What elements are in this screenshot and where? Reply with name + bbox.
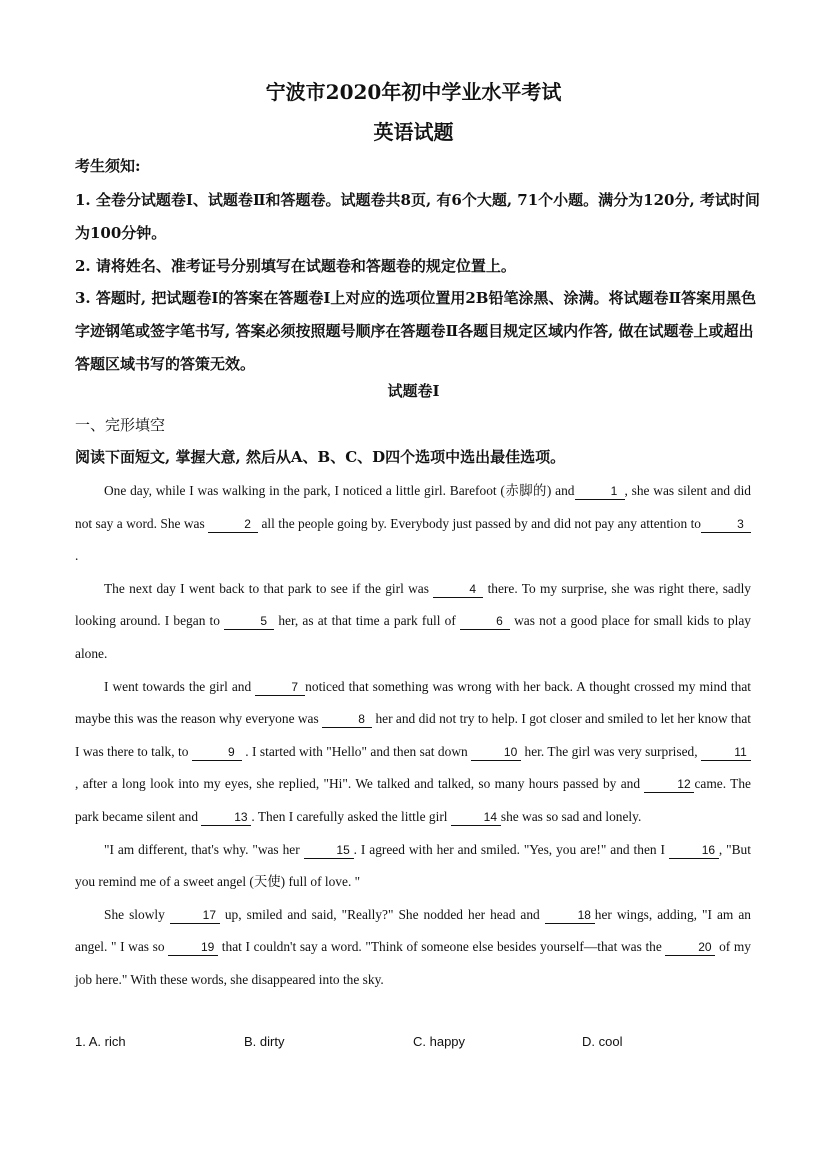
passage-text: , "But you remind me of a sweet angel (天使) full of love. "	[75, 841, 751, 890]
passage-text: . Then I carefully asked the little girl	[251, 808, 451, 824]
option-b: B. dirty	[244, 1034, 285, 1049]
passage-text: came. The park became silent and	[75, 776, 751, 824]
paper-title: 试题卷I	[387, 382, 440, 400]
passage-text: .	[75, 548, 79, 564]
exam-title: 宁波市2020年初中学业水平考试	[265, 80, 562, 104]
passage-text: "I am different, that's why. "was her	[104, 841, 304, 857]
blank-2: 2	[208, 517, 258, 533]
option-d: D. cool	[582, 1034, 623, 1049]
blank-6: 6	[460, 614, 510, 630]
passage-text: all the people going by. Everybody just passed by and did not pay any attention to	[258, 515, 701, 531]
blank-20: 20	[665, 940, 715, 956]
blank-17: 17	[170, 908, 220, 924]
blank-9: 9	[192, 745, 242, 761]
blank-8: 8	[322, 712, 372, 728]
notice-item-1: 1. 全卷分试题卷I、试题卷Ⅱ和答题卷。试题卷共8页, 有6个大题, 71个小题。满分为120分, 考试时间为100分钟。	[75, 191, 760, 242]
passage-text: , after a long look into my eyes, she replied, "Hi". We talked and talked, so many hours passed by and	[75, 776, 645, 792]
passage-text: was not a good place for small kids to play alone.	[75, 613, 751, 661]
passage-text: her and did not try to help. I got closer and smiled to let her know that I was there to talk, to	[75, 711, 751, 759]
notice-item-2: 2. 请将姓名、准考证号分别填写在试题卷和答题卷的规定位置上。	[75, 257, 516, 275]
section-instruction: 阅读下面短文, 掌握大意, 然后从A、B、C、D四个选项中选出最佳选项。	[75, 448, 566, 466]
passage-text: One day, while I was walking in the park, I noticed a little girl. Barefoot (赤脚的) and	[104, 483, 575, 498]
passage-paragraph	[75, 671, 751, 834]
passage-text: there. To my surprise, she was right there, sadly looking around. I began to	[75, 580, 751, 629]
passage-text: her wings, adding, "I am an angel. " I was so	[75, 906, 751, 955]
notice-heading: 考生须知:	[75, 157, 141, 175]
option-c: C. happy	[413, 1034, 466, 1049]
notice-item-3: 3. 答题时, 把试题卷I的答案在答题卷I上对应的选项位置用2B铅笔涂黑、涂满。将试题卷Ⅱ答案用黑色字迹钢笔或签字笔书写, 答案必须按照题号顺序在答题卷Ⅱ各题目规定区域内作答, 做在试题卷上或超出答题区域书写的答策无效。	[75, 289, 757, 373]
passage-text: that I couldn't say a word. "Think of someone else besides yourself—that was the	[218, 939, 666, 955]
exam-subject: 英语试题	[373, 120, 454, 144]
passage-text: up, smiled and said, "Really?" She nodded her head and	[219, 906, 545, 922]
passage-paragraph	[75, 899, 751, 997]
blank-18: 18	[545, 908, 595, 924]
passage-text: noticed that something was wrong with her back. A thought crossed my mind that maybe this was the reason why everyone was	[75, 678, 751, 727]
passage-text: she was so sad and lonely.	[500, 808, 642, 824]
blank-11: 11	[701, 745, 751, 761]
passage-text: The next day I went back to that park to see if the girl was	[104, 580, 434, 596]
blank-10: 10	[471, 745, 521, 761]
blank-4: 4	[433, 582, 483, 598]
blank-14: 14	[451, 810, 501, 826]
blank-19: 19	[168, 940, 218, 956]
passage-paragraph	[75, 475, 751, 573]
passage-paragraph	[75, 834, 751, 899]
passage-text: her. The girl was very surprised,	[521, 743, 702, 759]
blank-16: 16	[669, 843, 719, 859]
passage-text: She slowly	[104, 906, 170, 922]
passage-text: of my job here." With these words, she disappeared into the sky.	[75, 939, 751, 987]
blank-3: 3	[701, 517, 751, 533]
blank-12: 12	[644, 777, 694, 793]
section-heading: 一、完形填空	[75, 416, 166, 434]
blank-7: 7	[255, 680, 305, 696]
blank-1: 1	[575, 484, 625, 500]
blank-13: 13	[201, 810, 251, 826]
passage-text: her, as at that time a park full of	[274, 613, 460, 629]
blank-5: 5	[224, 614, 274, 630]
passage-text: . I started with "Hello" and then sat down	[241, 743, 472, 759]
option-a: 1. A. rich	[75, 1034, 126, 1049]
passage-text: , she was silent and did not say a word. She was	[75, 483, 752, 531]
passage-text: . I agreed with her and smiled. "Yes, you are!" and then I	[353, 841, 669, 857]
passage-text: I went towards the girl and	[104, 678, 256, 694]
cloze-passage	[75, 475, 751, 997]
passage-paragraph	[75, 573, 751, 671]
blank-15: 15	[304, 843, 354, 859]
